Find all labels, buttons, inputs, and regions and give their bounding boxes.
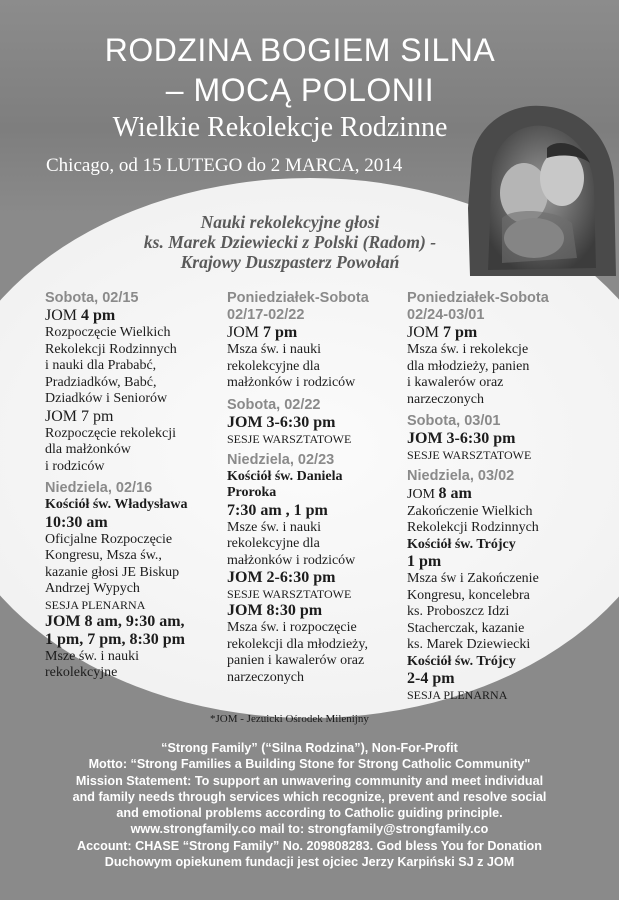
- text-line: rekolekcyjne: [45, 665, 118, 680]
- event-time: JOM 8:30 pm: [227, 602, 323, 619]
- church-name: Kościół św. Trójcy: [407, 536, 516, 552]
- session-label: SESJE WARSZTATOWE: [227, 587, 352, 601]
- day-heading: Niedziela, 02/23: [227, 451, 335, 468]
- text-line: ks. Marek Dziewiecki: [407, 637, 531, 652]
- event-time: 10:30 am: [45, 513, 108, 531]
- text-line: dla małżonków: [45, 442, 131, 457]
- text-line: Zakończenie Wielkich: [407, 503, 533, 519]
- intro-line-2: ks. Marek Dziewiecki z Polski (Radom) -: [143, 232, 437, 252]
- text-line: i rodziców: [45, 458, 105, 474]
- text-line: dla młodzieży, panien: [407, 358, 530, 374]
- text-line: rekolekcyjne dla: [227, 358, 320, 374]
- event-time: JOM 2-6:30 pm: [227, 569, 336, 586]
- text-line: Pradziadków, Babć,: [45, 374, 157, 390]
- footer-mission-line: and family needs through services which recognize, prevent and resolve social: [72, 789, 547, 804]
- footer-contact: www.strongfamily.co mail to: strongfamily@strongfamily.co: [130, 822, 489, 837]
- location: JOM: [407, 324, 444, 341]
- event-time: 2-4 pm: [407, 670, 455, 687]
- church-name: Proroka: [227, 485, 277, 500]
- text-line: i kawalerów oraz: [407, 375, 504, 390]
- dateline: Chicago, od 15 LUTEGO do 2 MARCA, 2014: [46, 155, 403, 176]
- event-time: 7:30 am , 1 pm: [227, 501, 328, 519]
- title-line-2: – MOCĄ POLONII: [165, 72, 435, 108]
- day-heading: Poniedziałek-Sobota: [227, 290, 369, 306]
- text-line: narzeczonych: [227, 669, 304, 685]
- text-line: Kongresu, koncelebra: [407, 587, 530, 603]
- time: 4 pm: [81, 307, 116, 324]
- text-line: Rozpoczęcie Wielkich: [45, 325, 171, 340]
- location: JOM: [407, 487, 439, 502]
- schedule-column-2: [227, 290, 402, 686]
- footer-account: Account: CHASE “Strong Family” No. 209808283. God bless You for Donation: [77, 838, 542, 853]
- intro-block: [70, 212, 510, 272]
- text-line: Dziadków i Seniorów: [45, 391, 168, 406]
- event-time: JOM 3-6:30 pm: [407, 430, 516, 447]
- event-time: [407, 485, 582, 504]
- day-heading: Sobota, 03/01: [407, 413, 501, 429]
- text-line: małżonków i rodziców: [227, 375, 356, 390]
- text-line: narzeczonych: [407, 391, 484, 407]
- text-line: Msza św. i nauki: [227, 342, 321, 357]
- church-name: Kościół św. Trójcy: [407, 653, 516, 669]
- text-line: kazanie głosi JE Biskup: [45, 564, 180, 580]
- text-line: Oficjalne Rozpoczęcie: [45, 531, 173, 547]
- day-heading: Sobota, 02/22: [227, 396, 321, 413]
- text-line: Msza św. i rozpoczęcie: [227, 620, 357, 635]
- title-line-1: RODZINA BOGIEM SILNA: [104, 32, 496, 68]
- session-label: SESJA PLENARNA: [45, 597, 146, 612]
- text-line: Rozpoczęcie rekolekcji: [45, 425, 176, 441]
- text-line: Kongresu, Msza św.,: [45, 548, 162, 563]
- footer-org-name: “Strong Family” (“Silna Rodzina”), Non-For-Profit: [161, 741, 458, 755]
- footer-motto: Motto: “Strong Families a Building Stone for Strong Catholic Community": [88, 757, 531, 772]
- text-line: Rekolekcji Rodzinnych: [45, 341, 177, 357]
- schedule-column-1: [45, 290, 220, 682]
- event-time: JOM 3-6:30 pm: [227, 413, 336, 431]
- church-name: Kościół św. Władysława: [45, 497, 188, 512]
- day-heading: Poniedziałek-Sobota: [407, 290, 549, 306]
- event-time: 1 pm: [407, 553, 442, 570]
- time: 7 pm: [443, 324, 478, 341]
- event-time: [227, 324, 402, 342]
- location: JOM: [45, 307, 82, 324]
- event-time: [45, 307, 220, 325]
- footer-patron: Duchowym opiekunem fundacji jest ojciec Jerzy Karpiński SJ z JOM: [104, 855, 515, 870]
- text-line: Msze św. i nauki: [227, 519, 321, 535]
- intro-line-1: Nauki rekolekcyjne głosi: [200, 212, 380, 232]
- footer-mission-line: Mission Statement: To support an unwavering community and meet individual: [75, 773, 544, 788]
- date-range: 02/24-03/01: [407, 307, 485, 323]
- text-line: i nauki dla Prababć,: [45, 358, 157, 373]
- text-line: rekolekcji dla młodzieży,: [227, 636, 368, 652]
- text-line: Andrzej Wypych: [45, 581, 140, 596]
- event-time: JOM 8 am, 9:30 am,: [45, 612, 185, 630]
- text-line: Rekolekcji Rodzinnych: [407, 520, 539, 535]
- day-heading: Niedziela, 03/02: [407, 468, 515, 484]
- text-line: Stacherczak, kazanie: [407, 620, 525, 636]
- text-line: Msza św. i rekolekcje: [407, 342, 529, 357]
- schedule-column-3: [407, 290, 582, 703]
- event-time: 1 pm, 7 pm, 8:30 pm: [45, 630, 186, 648]
- location: JOM: [227, 324, 264, 341]
- time: 7 pm: [263, 324, 298, 341]
- text-line: Msza św i Zakończenie: [407, 571, 539, 586]
- text-line: rekolekcyjne dla: [227, 536, 320, 551]
- event-time: JOM 7 pm: [45, 407, 114, 425]
- subtitle: Wielkie Rekolekcje Rodzinne: [112, 112, 448, 143]
- footer: [0, 740, 619, 870]
- footer-mission-line: and emotional problems according to Catholic guiding principle.: [116, 806, 503, 821]
- session-label: SESJE WARSZTATOWE: [407, 448, 532, 462]
- session-label: SESJA PLENARNA: [407, 688, 508, 702]
- time: 8 am: [438, 485, 472, 502]
- date-range: 02/17-02/22: [227, 307, 305, 323]
- session-label: SESJE WARSZTATOWE: [227, 431, 352, 446]
- text-line: panien i kawalerów oraz: [227, 653, 365, 668]
- text-line: ks. Proboszcz Idzi: [407, 604, 510, 619]
- text-line: małżonków i rodziców: [227, 552, 356, 568]
- intro-line-3: Krajowy Duszpasterz Powołań: [180, 252, 400, 272]
- text-line: Msze św. i nauki: [45, 648, 139, 664]
- day-heading: Niedziela, 02/16: [45, 480, 153, 496]
- event-time: [407, 324, 582, 342]
- day-heading: Sobota, 02/15: [45, 290, 139, 306]
- footnote: *JOM - Jezuicki Ośrodek Milenijny: [210, 713, 369, 725]
- church-name: Kościół św. Daniela: [227, 468, 343, 484]
